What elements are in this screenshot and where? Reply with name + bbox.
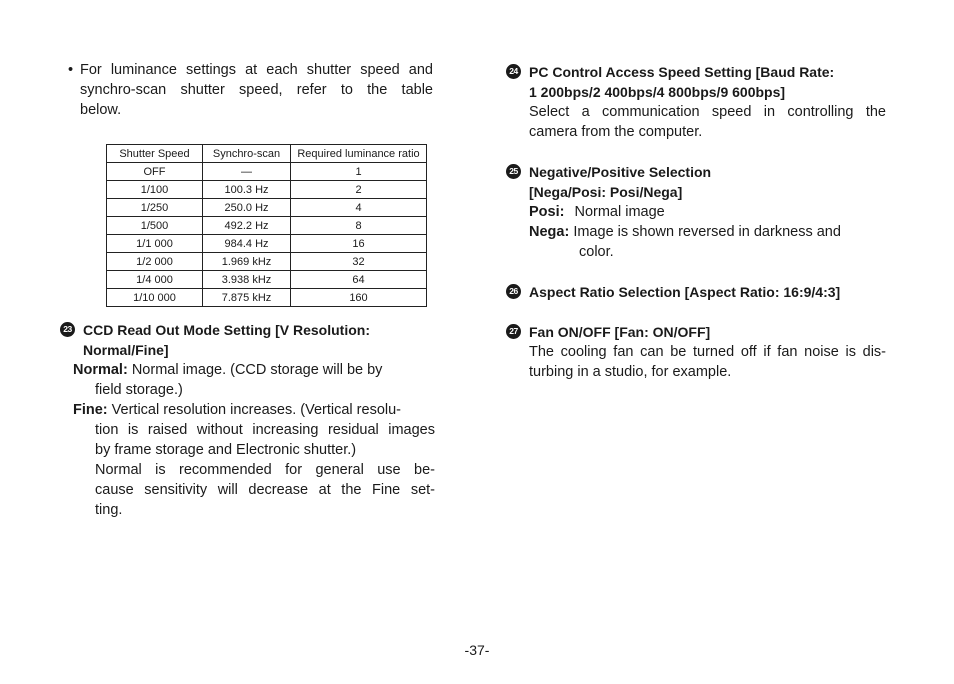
section-body xyxy=(529,102,886,142)
fine-text: Vertical resolution increases. (Vertical resolu- xyxy=(111,402,401,418)
heading-line: Fan ON/OFF [Fan: ON/OFF] xyxy=(529,324,711,340)
section-fan xyxy=(506,322,886,382)
fine-line: Normal is recommended for general use be- xyxy=(95,462,435,478)
fine-line: cause sensitivity will decrease at the Fine set- xyxy=(95,482,435,498)
nega-text-cont: color. xyxy=(579,244,614,260)
table-row xyxy=(107,163,427,181)
heading-line: Negative/Positive Selection xyxy=(529,164,712,180)
table-cell: 250.0 Hz xyxy=(203,199,291,217)
posi-term: Posi: xyxy=(529,204,565,220)
body-line: turbing in a studio, for example. xyxy=(529,364,732,380)
nega-definition xyxy=(529,222,886,242)
circled-number-icon: 23 xyxy=(60,322,75,337)
heading-line: 1 200bps/2 400bps/4 800bps/9 600bps] xyxy=(529,84,786,100)
table-row xyxy=(107,253,427,271)
table-header: Shutter Speed xyxy=(107,145,203,163)
section-heading xyxy=(506,322,886,342)
table-cell: 1 xyxy=(291,163,427,181)
fine-definition xyxy=(73,400,435,420)
bullet-icon: • xyxy=(68,62,74,78)
fine-line: ting. xyxy=(95,502,123,518)
luminance-table xyxy=(106,144,427,307)
table-cell: 1/2 000 xyxy=(107,253,203,271)
nega-term: Nega: xyxy=(529,224,570,240)
table-cell: 7.875 kHz xyxy=(203,289,291,307)
fine-line: by frame storage and Electronic shutter.) xyxy=(95,442,357,458)
table-cell: 160 xyxy=(291,289,427,307)
circled-number-icon: 27 xyxy=(506,324,521,339)
table-cell: — xyxy=(203,163,291,181)
table-header: Required luminance ratio xyxy=(291,145,427,163)
table-cell: 2 xyxy=(291,181,427,199)
normal-definition xyxy=(73,360,435,380)
intro-line: synchro-scan shutter speed, refer to the table xyxy=(80,82,433,98)
table-row xyxy=(107,235,427,253)
table-cell: 4 xyxy=(291,199,427,217)
section-nega-posi xyxy=(506,162,886,262)
fine-term: Fine: xyxy=(73,402,108,418)
intro-paragraph xyxy=(68,60,433,120)
table-cell: 100.3 Hz xyxy=(203,181,291,199)
table-cell: 8 xyxy=(291,217,427,235)
normal-text: Normal image. (CCD storage will be by xyxy=(131,362,383,378)
table-cell: 1/4 000 xyxy=(107,271,203,289)
heading-line: Aspect Ratio Selection [Aspect Ratio: 16:9/4:3] xyxy=(529,284,841,300)
circled-number-icon: 24 xyxy=(506,64,521,79)
section-body xyxy=(529,342,886,382)
section-body xyxy=(73,360,435,520)
body-line: camera from the computer. xyxy=(529,124,703,140)
heading-text-wrap xyxy=(83,320,370,360)
posi-definition xyxy=(529,202,886,222)
table-cell: 1/10 000 xyxy=(107,289,203,307)
nega-text: Image is shown reversed in darkness and xyxy=(573,224,841,240)
fine-line: tion is raised without increasing residual images xyxy=(95,422,435,438)
table-cell: OFF xyxy=(107,163,203,181)
table-header-row xyxy=(107,145,427,163)
left-column xyxy=(63,60,435,518)
section-pc-control xyxy=(506,62,886,142)
page-number: -37- xyxy=(464,642,490,658)
section-heading xyxy=(506,282,886,302)
table-cell: 492.2 Hz xyxy=(203,217,291,235)
section-heading xyxy=(506,162,886,202)
table-cell: 3.938 kHz xyxy=(203,271,291,289)
posi-text: Normal image xyxy=(574,204,665,220)
heading-text-wrap xyxy=(529,162,711,202)
table-row xyxy=(107,217,427,235)
table-cell: 32 xyxy=(291,253,427,271)
circled-number-icon: 25 xyxy=(506,164,521,179)
circled-number-icon: 26 xyxy=(506,284,521,299)
table-row xyxy=(107,271,427,289)
table-header: Synchro-scan xyxy=(203,145,291,163)
heading-line: CCD Read Out Mode Setting [V Resolution: xyxy=(83,322,370,338)
section-heading xyxy=(506,62,886,102)
body-line: Select a communication speed in controlling the xyxy=(529,104,886,120)
table-cell: 16 xyxy=(291,235,427,253)
table-cell: 1.969 kHz xyxy=(203,253,291,271)
table-row xyxy=(107,181,427,199)
section-ccd-read-out xyxy=(60,320,435,520)
normal-text-cont: field storage.) xyxy=(95,382,183,398)
section-body xyxy=(529,202,886,262)
heading-line: Normal/Fine] xyxy=(83,342,169,358)
table-row xyxy=(107,289,427,307)
intro-line: below. xyxy=(80,102,122,118)
table-row xyxy=(107,199,427,217)
heading-line: PC Control Access Speed Setting [Baud Rate: xyxy=(529,64,835,80)
section-aspect-ratio xyxy=(506,282,886,302)
table-cell: 1/250 xyxy=(107,199,203,217)
table-cell: 1/500 xyxy=(107,217,203,235)
table-cell: 1/1 000 xyxy=(107,235,203,253)
intro-line: For luminance settings at each shutter speed and xyxy=(80,62,433,78)
heading-text-wrap xyxy=(529,62,834,102)
table-cell: 64 xyxy=(291,271,427,289)
heading-line: [Nega/Posi: Posi/Nega] xyxy=(529,184,683,200)
table-cell: 1/100 xyxy=(107,181,203,199)
body-line: The cooling fan can be turned off if fan noise is dis- xyxy=(529,344,886,360)
table-cell: 984.4 Hz xyxy=(203,235,291,253)
section-heading xyxy=(60,320,435,360)
normal-term: Normal: xyxy=(73,362,128,378)
